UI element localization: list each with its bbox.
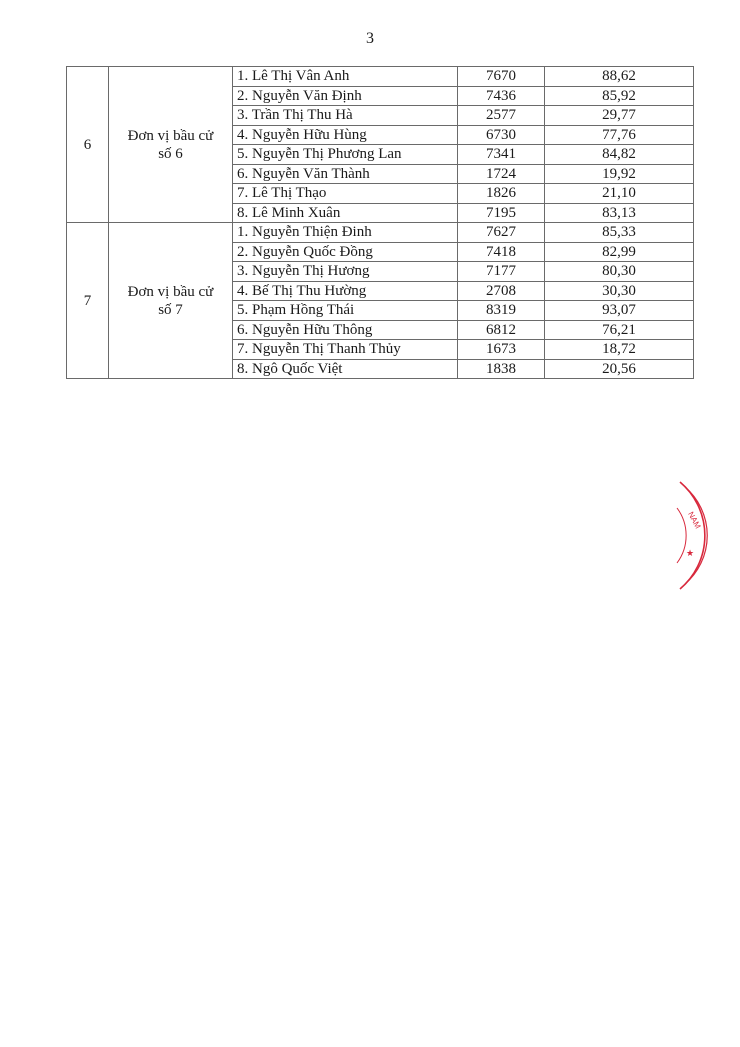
vote-count: 1673 <box>458 340 545 360</box>
seal-icon <box>660 478 740 593</box>
seal-text: NAM <box>686 510 703 531</box>
electoral-unit <box>109 67 233 223</box>
vote-percent: 76,21 <box>545 320 694 340</box>
candidate-name: 8. Ngô Quốc Việt <box>233 359 458 379</box>
group-number: 6 <box>67 67 109 223</box>
candidate-name: 2. Nguyễn Văn Định <box>233 86 458 106</box>
candidate-name: 6. Nguyễn Hữu Thông <box>233 320 458 340</box>
electoral-unit-number: số 6 <box>158 145 183 162</box>
page-number: 3 <box>366 30 374 47</box>
vote-count: 1838 <box>458 359 545 379</box>
vote-percent: 77,76 <box>545 125 694 145</box>
candidate-name: 5. Nguyễn Thị Phương Lan <box>233 145 458 165</box>
vote-percent: 85,92 <box>545 86 694 106</box>
vote-percent: 21,10 <box>545 184 694 204</box>
vote-count: 2577 <box>458 106 545 126</box>
vote-count: 7177 <box>458 262 545 282</box>
table-row <box>67 223 694 243</box>
election-results-table <box>66 66 694 379</box>
candidate-name: 2. Nguyễn Quốc Đồng <box>233 242 458 262</box>
star-icon: ★ <box>686 548 695 558</box>
vote-percent: 84,82 <box>545 145 694 165</box>
vote-count: 6812 <box>458 320 545 340</box>
candidate-name: 1. Nguyễn Thiện Đinh <box>233 223 458 243</box>
vote-count: 6730 <box>458 125 545 145</box>
candidate-name: 4. Nguyễn Hữu Hùng <box>233 125 458 145</box>
vote-count: 8319 <box>458 301 545 321</box>
vote-percent: 19,92 <box>545 164 694 184</box>
vote-count: 7436 <box>458 86 545 106</box>
vote-percent: 29,77 <box>545 106 694 126</box>
vote-percent: 88,62 <box>545 67 694 87</box>
candidate-name: 6. Nguyễn Văn Thành <box>233 164 458 184</box>
vote-percent: 80,30 <box>545 262 694 282</box>
candidate-name: 4. Bế Thị Thu Hường <box>233 281 458 301</box>
table-row <box>67 67 694 87</box>
vote-count: 7627 <box>458 223 545 243</box>
electoral-unit <box>109 223 233 379</box>
candidate-name: 3. Trần Thị Thu Hà <box>233 106 458 126</box>
electoral-unit-label: Đơn vị bầu cử <box>127 283 214 300</box>
candidate-name: 7. Lê Thị Thạo <box>233 184 458 204</box>
vote-percent: 18,72 <box>545 340 694 360</box>
vote-count: 7195 <box>458 203 545 223</box>
vote-count: 1826 <box>458 184 545 204</box>
vote-percent: 93,07 <box>545 301 694 321</box>
candidate-name: 3. Nguyễn Thị Hương <box>233 262 458 282</box>
vote-count: 7341 <box>458 145 545 165</box>
vote-count: 1724 <box>458 164 545 184</box>
official-seal <box>660 478 740 593</box>
vote-percent: 85,33 <box>545 223 694 243</box>
vote-percent: 20,56 <box>545 359 694 379</box>
candidate-name: 1. Lê Thị Vân Anh <box>233 67 458 87</box>
group-number: 7 <box>67 223 109 379</box>
vote-percent: 83,13 <box>545 203 694 223</box>
candidate-name: 8. Lê Minh Xuân <box>233 203 458 223</box>
candidate-name: 5. Phạm Hồng Thái <box>233 301 458 321</box>
candidate-name: 7. Nguyễn Thị Thanh Thủy <box>233 340 458 360</box>
vote-count: 7670 <box>458 67 545 87</box>
electoral-unit-number: số 7 <box>158 301 183 318</box>
electoral-unit-label: Đơn vị bầu cử <box>127 127 214 144</box>
vote-percent: 82,99 <box>545 242 694 262</box>
vote-count: 2708 <box>458 281 545 301</box>
vote-percent: 30,30 <box>545 281 694 301</box>
vote-count: 7418 <box>458 242 545 262</box>
